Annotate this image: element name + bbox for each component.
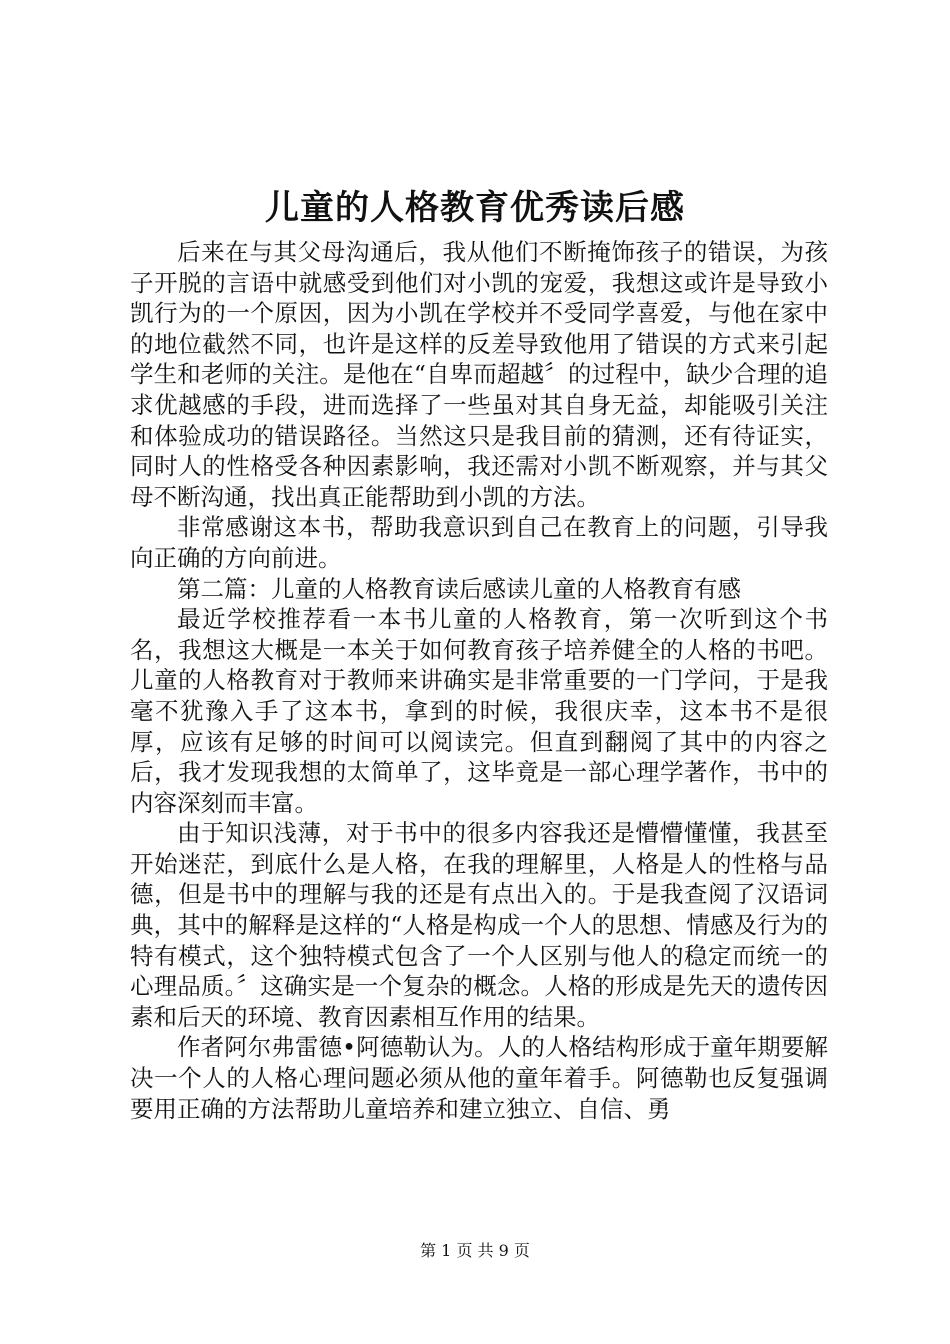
paragraph: 非常感谢这本书，帮助我意识到自己在教育上的问题，引导我向正确的方向前进。: [130, 513, 828, 572]
document-title: 儿童的人格教育优秀读后感: [265, 188, 685, 228]
section-heading: 第二篇：儿童的人格教育读后感读儿童的人格教育有感: [177, 574, 741, 603]
paragraph: 作者阿尔弗雷德•阿德勒认为。人的人格结构形成于童年期要解决一个人的人格心理问题必须从他的童年着手。阿德勒也反复强调要用正确的方法帮助儿童培养和建立独立、自信、勇: [130, 1033, 828, 1123]
paragraph: 由于知识浅薄，对于书中的很多内容我还是懵懵懂懂，我甚至开始迷茫，到底什么是人格，在我的理解里，人格是人的性格与品德，但是书中的理解与我的还是有点出入的。于是我查阅了汉语词典，其中的解释是这样的“人格是构成一个人的思想、情感及行为的特有模式，这个独特模式包含了一个人区别与他人的稳定而统一的心理品质。〞这确实是一个复杂的概念。人格的形成是先天的遗传因素和后天的环境、教育因素相互作用的结果。: [130, 819, 828, 1031]
document-body: [130, 237, 828, 1124]
page-number-footer: 第 1 页 共 9 页: [420, 1241, 530, 1260]
paragraph: 后来在与其父母沟通后，我从他们不断掩饰孩子的错误，为孩子开脱的言语中就感受到他们对小凯的宠爱，我想这或许是导致小凯行为的一个原因，因为小凯在学校并不受同学喜爱，与他在家中的地位截然不同，也许是这样的反差导致他用了错误的方式来引起学生和老师的关注。是他在“自卑而超越〞的过程中，缺少合理的追求优越感的手段，进而选择了一些虽对其自身无益，却能吸引关注和体验成功的错误路径。当然这只是我目前的猜测，还有待证实，同时人的性格受各种因素影响，我还需对小凯不断观察，并与其父母不断沟通，找出真正能帮助到小凯的方法。: [130, 238, 828, 511]
paragraph: 最近学校推荐看一本书儿童的人格教育，第一次听到这个书名，我想这大概是一本关于如何教育孩子培养健全的人格的书吧。儿童的人格教育对于教师来讲确实是非常重要的一门学问，于是我毫不犹豫入手了这本书，拿到的时候，我很庆幸，这本书不是很厚，应该有足够的时间可以阅读完。但直到翻阅了其中的内容之后，我才发现我想的太简单了，这毕竟是一部心理学著作，书中的内容深刻而丰富。: [130, 605, 828, 817]
